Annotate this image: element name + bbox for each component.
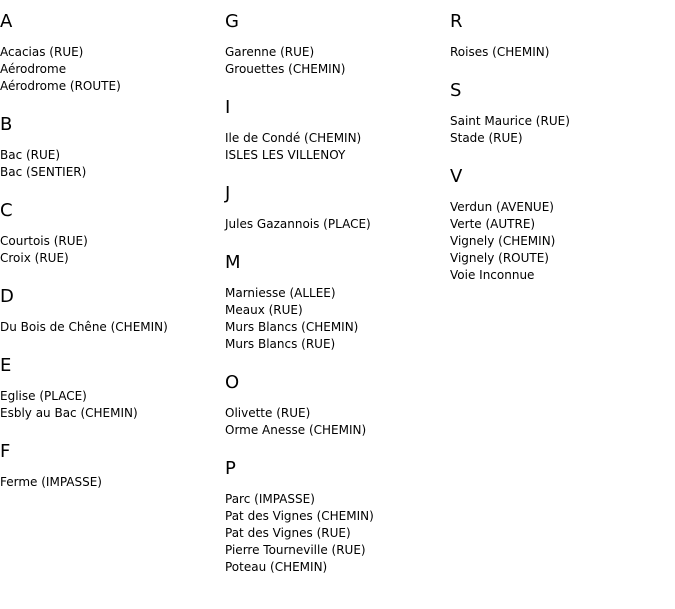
letter-group (450, 77, 670, 147)
street-name: Orme Anesse (CHEMIN) (225, 423, 367, 437)
street-name: Croix (RUE) (0, 251, 69, 265)
letter-heading: C (0, 200, 13, 221)
letter-group (225, 8, 445, 78)
letter-heading: P (225, 458, 236, 479)
letter-heading: R (450, 11, 463, 32)
street-name: Ile de Condé (CHEMIN) (225, 131, 362, 145)
street-name: Marniesse (ALLEE) (225, 286, 336, 300)
street-name: Parc (IMPASSE) (225, 492, 315, 506)
street-name: Acacias (RUE) (0, 45, 84, 59)
letter-group (0, 8, 220, 95)
street-name: Bac (SENTIER) (0, 165, 87, 179)
letter-heading: J (225, 183, 231, 204)
letter-heading: G (225, 11, 239, 32)
letter-group (450, 8, 670, 61)
street-name: Verdun (AVENUE) (450, 200, 554, 214)
street-name: Bac (RUE) (0, 148, 61, 162)
street-name: Voie Inconnue (450, 268, 535, 282)
letter-group (0, 283, 220, 336)
street-name: Saint Maurice (RUE) (450, 114, 570, 128)
street-name: Courtois (RUE) (0, 234, 88, 248)
letter-group (225, 94, 445, 164)
street-name: Verte (AUTRE) (450, 217, 536, 231)
street-name: Stade (RUE) (450, 131, 523, 145)
street-name: Garenne (RUE) (225, 45, 315, 59)
street-name: Vignely (CHEMIN) (450, 234, 556, 248)
letter-heading: F (0, 441, 11, 462)
letter-group (0, 438, 220, 491)
street-name: Pat des Vignes (CHEMIN) (225, 509, 374, 523)
letter-heading: B (0, 114, 13, 135)
street-name: Roises (CHEMIN) (450, 45, 550, 59)
letter-heading: D (0, 286, 14, 307)
letter-heading: S (450, 80, 462, 101)
letter-heading: O (225, 372, 240, 393)
letter-heading: V (450, 166, 463, 187)
street-name: Murs Blancs (CHEMIN) (225, 320, 359, 334)
street-index-column-1 (0, 8, 220, 507)
letter-heading: I (225, 97, 231, 118)
letter-group (0, 352, 220, 422)
street-name: Poteau (CHEMIN) (225, 560, 328, 574)
street-name: Aérodrome (ROUTE) (0, 79, 121, 93)
letter-group (225, 369, 445, 439)
street-name: Pierre Tourneville (RUE) (225, 543, 366, 557)
street-name: Eglise (PLACE) (0, 389, 87, 403)
street-name: Esbly au Bac (CHEMIN) (0, 406, 138, 420)
letter-group (450, 163, 670, 284)
letter-heading: E (0, 355, 12, 376)
street-name: Vignely (ROUTE) (450, 251, 549, 265)
street-name: Aérodrome (0, 62, 67, 76)
letter-group (225, 249, 445, 353)
street-name: Meaux (RUE) (225, 303, 303, 317)
letter-group (0, 197, 220, 267)
street-name: Ferme (IMPASSE) (0, 475, 102, 489)
street-name: Olivette (RUE) (225, 406, 311, 420)
street-name: Grouettes (CHEMIN) (225, 62, 346, 76)
street-index-column-3 (450, 8, 670, 300)
letter-group (225, 455, 445, 576)
street-index-column-2 (225, 8, 445, 592)
street-name: ISLES LES VILLENOY (225, 148, 346, 162)
street-name: Du Bois de Chêne (CHEMIN) (0, 320, 168, 334)
letter-group (0, 111, 220, 181)
street-name: Pat des Vignes (RUE) (225, 526, 351, 540)
street-name: Jules Gazannois (PLACE) (225, 217, 371, 231)
letter-heading: M (225, 252, 241, 273)
letter-group (225, 180, 445, 233)
street-name: Murs Blancs (RUE) (225, 337, 336, 351)
letter-heading: A (0, 11, 13, 32)
